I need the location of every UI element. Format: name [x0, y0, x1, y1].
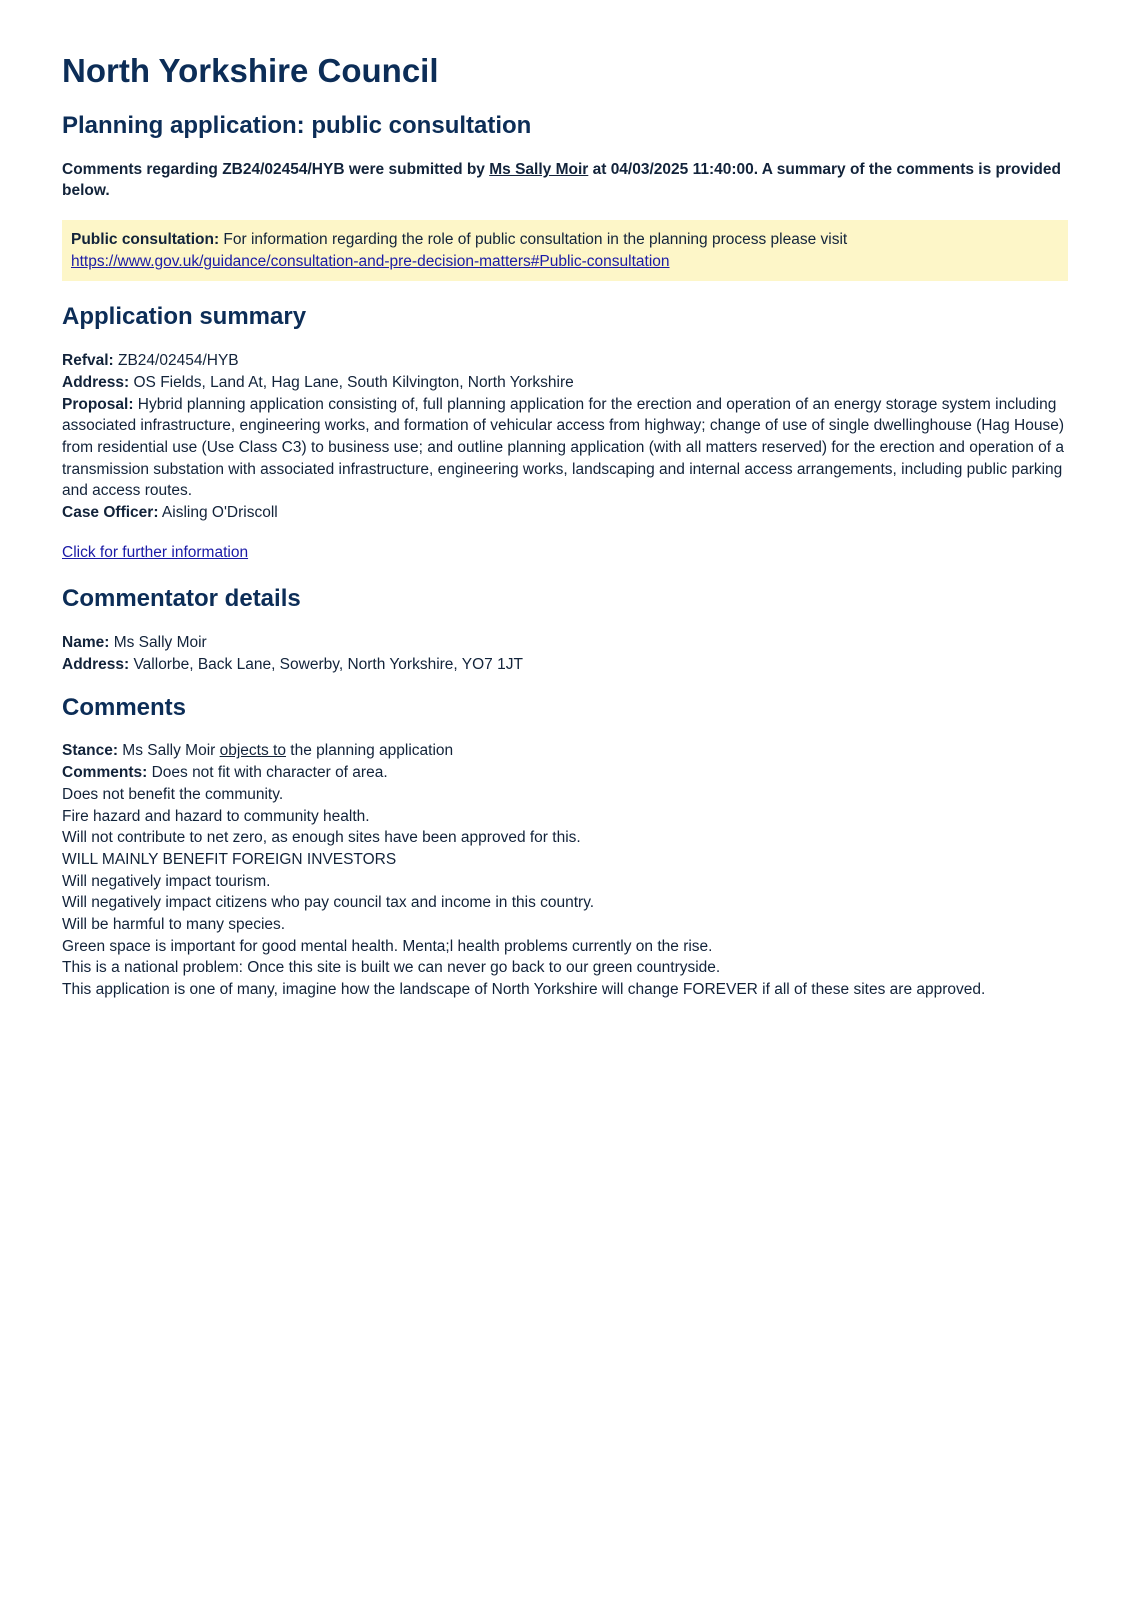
public-consultation-notice — [62, 220, 1068, 281]
stance-label: Stance: — [62, 742, 118, 760]
commentator-details-block — [62, 632, 1068, 675]
case-officer-value: Aisling O'Driscoll — [158, 504, 278, 522]
commentator-details-heading: Commentator details — [62, 585, 301, 613]
comments-heading: Comments — [62, 693, 187, 721]
refval-label: Refval: — [62, 352, 114, 370]
commentator-name-link[interactable]: Ms Sally Moir — [489, 160, 589, 178]
comment-line: Will be harmful to many species. — [62, 915, 286, 933]
comment-line: Fire hazard and hazard to community health. — [62, 807, 370, 825]
commentator-name-value: Ms Sally Moir — [109, 634, 207, 652]
commentator-address-label: Address: — [62, 655, 130, 673]
commentator-address-row — [62, 654, 1068, 676]
commentator-address-value: Vallorbe, Back Lane, Sowerby, North Yorkshire, YO7 1JT — [129, 655, 523, 673]
commentator-name-row — [62, 632, 1068, 654]
address-value: OS Fields, Land At, Hag Lane, South Kilvington, North Yorkshire — [129, 373, 574, 391]
case-officer-row — [62, 502, 1068, 524]
stance-prefix: Ms Sally Moir — [118, 742, 220, 760]
case-officer-label: Case Officer: — [62, 504, 159, 522]
refval-row — [62, 350, 1068, 372]
notice-text: For information regarding the role of public consultation in the planning process please visit — [219, 231, 848, 249]
comments-label: Comments: — [62, 764, 148, 782]
comment-line: Does not fit with character of area. — [147, 764, 388, 782]
stance-objects-to: objects to — [219, 742, 286, 760]
intro-prefix: Comments regarding ZB24/02454/HYB were submitted by — [62, 160, 490, 178]
comment-line: Green space is important for good mental health. Menta;l health problems currently on the rise. — [62, 937, 713, 955]
comments-first-row — [62, 762, 1068, 784]
address-label: Address: — [62, 373, 130, 391]
address-row — [62, 372, 1068, 394]
comment-line: Will not contribute to net zero, as enough sites have been approved for this. — [62, 829, 581, 847]
comment-line: This application is one of many, imagine how the landscape of North Yorkshire will change FOREVER if all of these sites are approved. — [62, 981, 986, 998]
commentator-name-label: Name: — [62, 634, 110, 652]
stance-suffix: the planning application — [285, 742, 454, 760]
comments-block — [62, 740, 1068, 1000]
stance-row — [62, 740, 1068, 762]
application-summary-heading: Application summary — [62, 303, 307, 331]
proposal-row — [62, 394, 1068, 502]
comment-line: WILL MAINLY BENEFIT FOREIGN INVESTORS — [62, 850, 397, 868]
page-subtitle: Planning application: public consultation — [62, 111, 532, 139]
consultation-guidance-link[interactable]: https://www.gov.uk/guidance/consultation-and-pre-decision-matters#Public-consultation — [71, 252, 670, 270]
further-information-link[interactable]: Click for further information — [62, 543, 249, 561]
intro-summary — [62, 159, 1068, 202]
proposal-value: Hybrid planning application consisting of, full planning application for the erection and operation of an energy storage system including associated infrastructure, engineering works, and formation of vehicular access from highway; change of use of single dwellinghouse (Hag House) from residential use (Use Class C3) to business use; and outline planning application (with all matters reserved) for the erection and operation of a transmission substation with associated infrastructure, engineering works, landscaping and internal access arrangements, including public parking and access routes. — [62, 395, 1065, 500]
intro-suffix: at 04/03/2025 11:40:00. A summary of the comments is provided below. — [62, 160, 1061, 200]
comment-line: Will negatively impact citizens who pay council tax and income in this country. — [62, 894, 595, 912]
proposal-label: Proposal: — [62, 395, 134, 413]
notice-label: Public consultation: — [71, 231, 220, 249]
comment-line: Will negatively impact tourism. — [62, 872, 271, 890]
comment-line: This is a national problem: Once this site is built we can never go back to our green countryside. — [62, 959, 721, 977]
council-title: North Yorkshire Council — [62, 52, 439, 89]
further-info-row — [62, 542, 1068, 564]
comment-line: Does not benefit the community. — [62, 785, 284, 803]
application-summary-block — [62, 350, 1068, 524]
refval-value: ZB24/02454/HYB — [113, 352, 239, 370]
